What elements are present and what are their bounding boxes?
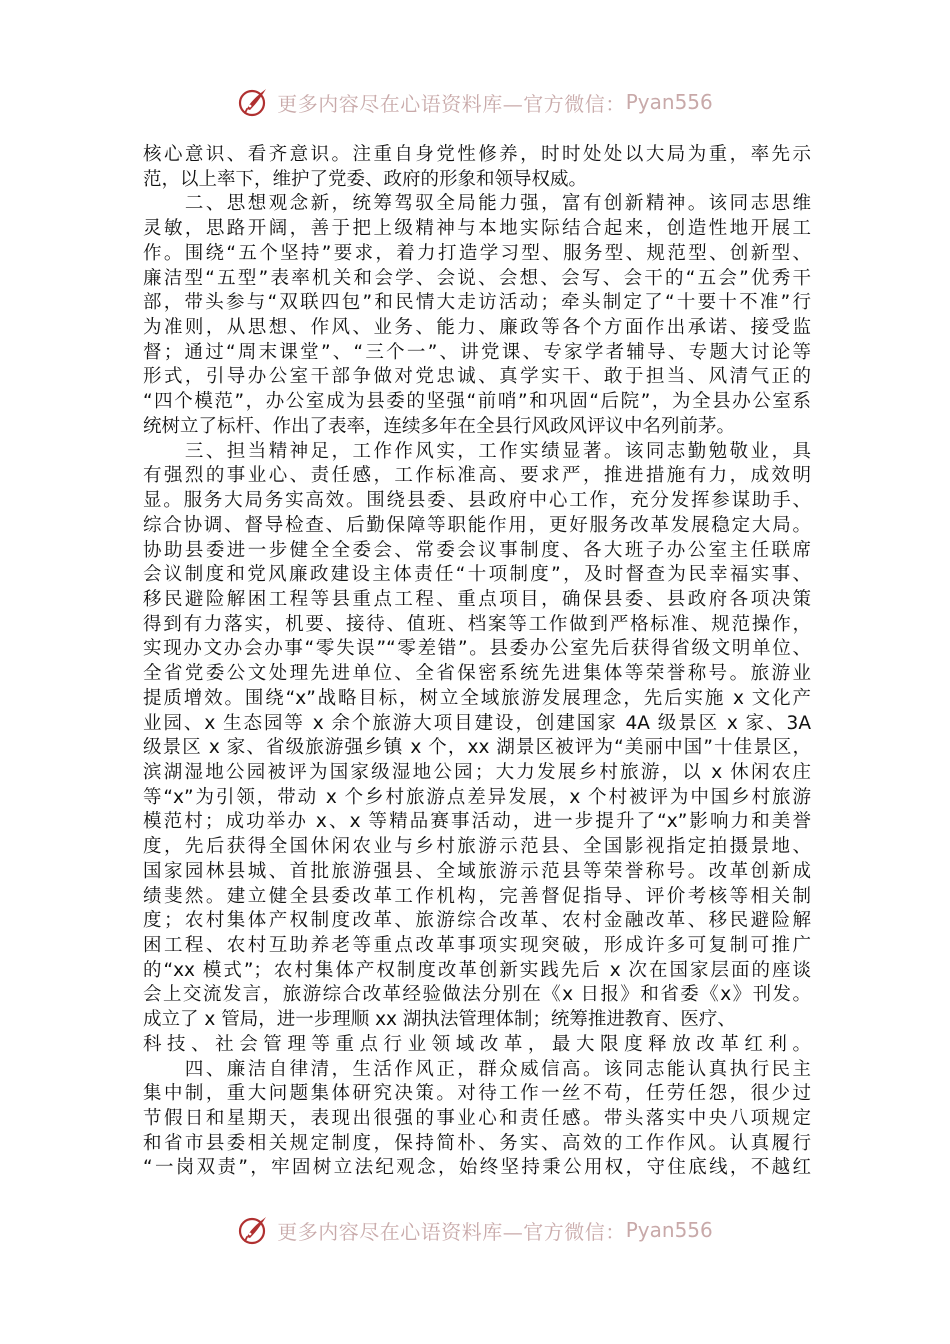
body-text-line: 国家园林县城、首批旅游强县、全域旅游示范县等荣誉称号。改革创新成 <box>143 860 811 882</box>
body-text-line: 困工程、农村互助养老等重点改革事项实现突破，形成许多可复制可推广 <box>143 935 811 956</box>
body-text-line: 成立了 x 管局，进一步理顺 xx 湖执法管理体制；统筹推进教育、医疗、 <box>143 1009 736 1031</box>
body-text-line: 形式，引导办公室干部争做对党忠诚、真学实干、敢于担当、风清气正的 <box>143 366 811 388</box>
body-text-line: 提质增效。围绕“x”战略目标，树立全域旅游发展理念，先后实施 x 文化产 <box>143 687 811 709</box>
document-body <box>143 143 811 1181</box>
body-text-line: 实现办文办会办事“零失误”“零差错”。县委办公室先后获得省级文明单位、 <box>143 638 811 660</box>
fountain-pen-circle-logo-icon <box>237 85 271 119</box>
body-text-line: 业园、x 生态园等 x 余个旅游大项目建设，创建国家 4A 级景区 x 家、3A <box>143 712 811 734</box>
body-text-line: 二、思想观念新，统筹驾驭全局能力强，富有创新精神。该同志思维 <box>143 193 811 215</box>
body-text-line: 综合协调、督导检查、后勤保障等职能作用，更好服务改革发展稳定大局。 <box>143 514 811 536</box>
body-text-line: 协助县委进一步健全全委会、常委会议事制度、各大班子办公室主任联席 <box>143 539 811 561</box>
body-text-line: 核心意识、看齐意识。注重自身党性修养，时时处处以大局为重，率先示 <box>143 144 811 165</box>
body-text-line: 灵敏，思路开阔，善于把上级精神与本地实际结合起来，创造性地开展工 <box>143 218 811 240</box>
body-text-line: 移民避险解困工程等县重点工程、重点项目，确保县委、县政府各项决策 <box>143 588 811 610</box>
body-text-line: “一岗双责”，牢固树立法纪观念，始终坚持秉公用权，守住底线，不越红 <box>143 1157 811 1179</box>
body-text-line: 和省市县委相关规定制度，保持简朴、务实、高效的工作作风。认真履行 <box>143 1132 811 1154</box>
body-text-line: 滨湖湿地公园被评为国家级湿地公园；大力发展乡村旅游，以 x 休闲农庄 <box>143 761 811 783</box>
body-text-line: 绩斐然。建立健全县委改革工作机构，完善督促指导、评价考核等相关制 <box>143 885 811 907</box>
body-text-line: 部，带头参与“双联四包”和民情大走访活动；牵头制定了“十要十不准”行 <box>143 292 811 314</box>
body-text-line: “四个模范”，办公室成为县委的坚强“前哨”和巩固“后院”，为全县办公室系 <box>143 391 811 413</box>
fountain-pen-circle-logo-icon <box>237 1213 271 1247</box>
body-text-line: 会上交流发言，旅游综合改革经验做法分别在《x 日报》和省委《x》刊发。 <box>143 984 811 1006</box>
body-text-line: 统树立了标杆、作出了表率，连续多年在全县行风政风评议中名列前茅。 <box>143 415 736 437</box>
body-text-line: 级景区 x 家、省级旅游强乡镇 x 个，xx 湖景区被评为“美丽中国”十佳景区， <box>143 737 811 759</box>
body-text-line: 会议制度和党风廉政建设主体责任“十项制度”，及时督查为民幸福实事、 <box>143 564 811 586</box>
body-text-line: 为准则，从思想、作风、业务、能力、廉政等各个方面作出承诺、接受监 <box>143 317 811 339</box>
body-text-line: 廉洁型“五型”表率机关和会学、会说、会想、会写、会干的“五会”优秀干 <box>143 267 811 289</box>
footer-banner <box>0 1208 950 1252</box>
body-text-line: 得到有力落实，机要、接待、值班、档案等工作做到严格标准、规范操作， <box>143 613 811 635</box>
body-text-line: 四、廉洁自律清，生活作风正，群众威信高。该同志能认真执行民主 <box>143 1058 811 1080</box>
body-text-line: 度，先后获得全国休闲农业与乡村旅游示范县、全国影视指定拍摄景地、 <box>143 836 811 858</box>
body-text-line: 等“x”为引领，带动 x 个乡村旅游点差异发展，x 个村被评为中国乡村旅游 <box>143 786 811 808</box>
header-banner-text: 更多内容尽在心语资料库—官方微信： <box>277 91 626 116</box>
body-text-line: 度；农村集体产权制度改革、旅游综合改革、农村金融改革、移民避险解 <box>143 910 811 932</box>
body-text-line: 节假日和星期天，表现出很强的事业心和责任感。带头落实中央八项规定 <box>143 1108 811 1130</box>
body-text-line: 三、担当精神足，工作作风实，工作实绩显著。该同志勤勉敬业，具 <box>143 440 811 462</box>
header-banner <box>0 80 950 124</box>
body-text-line: 的“xx 模式”；农村集体产权制度改革创新实践先后 x 次在国家层面的座谈 <box>143 959 811 981</box>
body-text-line: 显。服务大局务实高效。围绕县委、县政府中心工作，充分发挥参谋助手、 <box>143 490 811 512</box>
body-text-line: 督；通过“周末课堂”、“三个一”、讲党课、专家学者辅导、专题大讨论等 <box>143 341 811 363</box>
body-text-line: 作。围绕“五个坚持”要求，着力打造学习型、服务型、规范型、创新型、 <box>143 242 811 264</box>
body-text-line: 集中制，重大问题集体研究决策。对待工作一丝不苟，任劳任怨，很少过 <box>143 1083 811 1105</box>
body-text-line: 科技、社会管理等重点行业领域改革，最大限度释放改革红利。 <box>143 1033 811 1055</box>
footer-banner-text: 更多内容尽在心语资料库—官方微信： <box>277 1219 626 1244</box>
footer-banner-handle: Pyan556 <box>625 1218 713 1242</box>
body-text-line: 范，以上率下，维护了党委、政府的形象和领导权威。 <box>143 168 588 190</box>
body-text-line: 有强烈的事业心、责任感，工作标准高、要求严，推进措施有力，成效明 <box>143 465 811 487</box>
body-text-line: 全省党委公文处理先进单位、全省保密系统先进集体等荣誉称号。旅游业 <box>143 663 811 685</box>
body-text-line: 模范村；成功举办 x、x 等精品赛事活动，进一步提升了“x”影响力和美誉 <box>143 811 811 833</box>
header-banner-handle: Pyan556 <box>625 90 713 114</box>
